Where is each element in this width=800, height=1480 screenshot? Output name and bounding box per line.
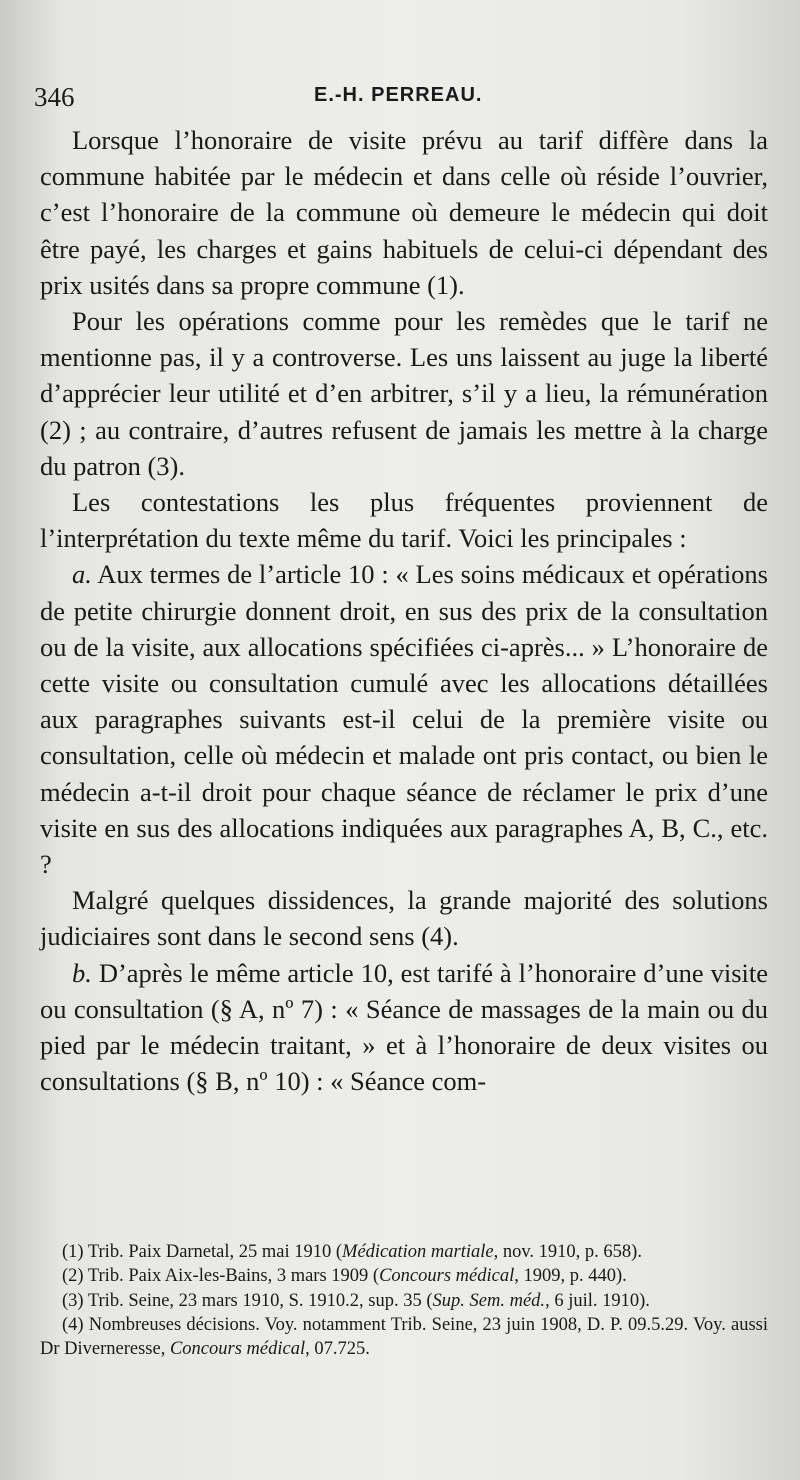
- item-b-letter: b.: [72, 957, 92, 988]
- paragraph: Lorsque l’honoraire de visite prévu au tarif diffère dans la commune habitée par le médecin et dans celle où réside l’ouvrier, c’est l’honoraire de la commune où demeure le médecin qui doit être payé, les charges et gains habituels de celui-ci dépendant des prix usités dans sa propre commune (1).: [40, 125, 768, 300]
- running-head: E.-H. PERREAU.: [314, 84, 483, 106]
- footnote-4: (4) Nombreuses décisions. Voy. notamment Trib. Seine, 23 juin 1908, D. P. 09.5.29. Voy. aussi Dr Diverneresse, Concours médical, 07.725.: [40, 1314, 768, 1360]
- paragraph: Les contestations les plus fréquentes proviennent de l’interprétation du texte même du tarif. Voici les principales :: [40, 487, 768, 554]
- body-text: [40, 122, 768, 1099]
- footnote-1: (1) Trib. Paix Darnetal, 25 mai 1910 (Médication martiale, nov. 1910, p. 658).: [62, 1242, 642, 1262]
- item-b: [40, 955, 768, 1100]
- footnotes: [40, 1240, 768, 1361]
- item-b-text: D’après le même article 10, est tarifé à l’honoraire d’une visite ou consultation (§ A, nº 7) : « Séance de massages de la main ou du pied par le médecin traitant, » et à l’honoraire de deux visites ou consultations (§ B, nº 10) : « Séance com-: [40, 957, 768, 1097]
- paragraph: Pour les opérations comme pour les remèdes que le tarif ne mentionne pas, il y a controverse. Les uns laissent au juge la liberté d’apprécier leur utilité et d’en arbitrer, s’il y a lieu, la rémunération (2) ; au contraire, d’autres refusent de jamais les mettre à la charge du patron (3).: [40, 306, 768, 481]
- item-a: [40, 556, 768, 882]
- page-number: 346: [34, 82, 75, 112]
- paragraph: Malgré quelques dissidences, la grande majorité des solutions judiciaires sont dans le second sens (4).: [40, 885, 768, 952]
- footnote-2: (2) Trib. Paix Aix-les-Bains, 3 mars 1909 (Concours médical, 1909, p. 440).: [62, 1266, 627, 1287]
- footnote-3: (3) Trib. Seine, 23 mars 1910, S. 1910.2, sup. 35 (Sup. Sem. méd., 6 juil. 1910).: [62, 1290, 650, 1311]
- item-a-letter: a.: [72, 559, 92, 590]
- page-header: [34, 82, 760, 114]
- item-a-text: Aux termes de l’article 10 : « Les soins médicaux et opérations de petite chirurgie donnent droit, en sus des prix de la consultation ou de la visite, aux allocations spécifiées ci-après... » L’honoraire de cette visite ou consultation cumulé avec les allocations détaillées aux paragraphes suivants est-il celui de la première visite ou consultation, celle où médecin et malade ont pris contact, ou bien le médecin a-t-il droit pour chaque séance de réclamer le prix d’une visite en sus des allocations indiquées aux paragraphes A, B, C., etc. ?: [40, 559, 768, 880]
